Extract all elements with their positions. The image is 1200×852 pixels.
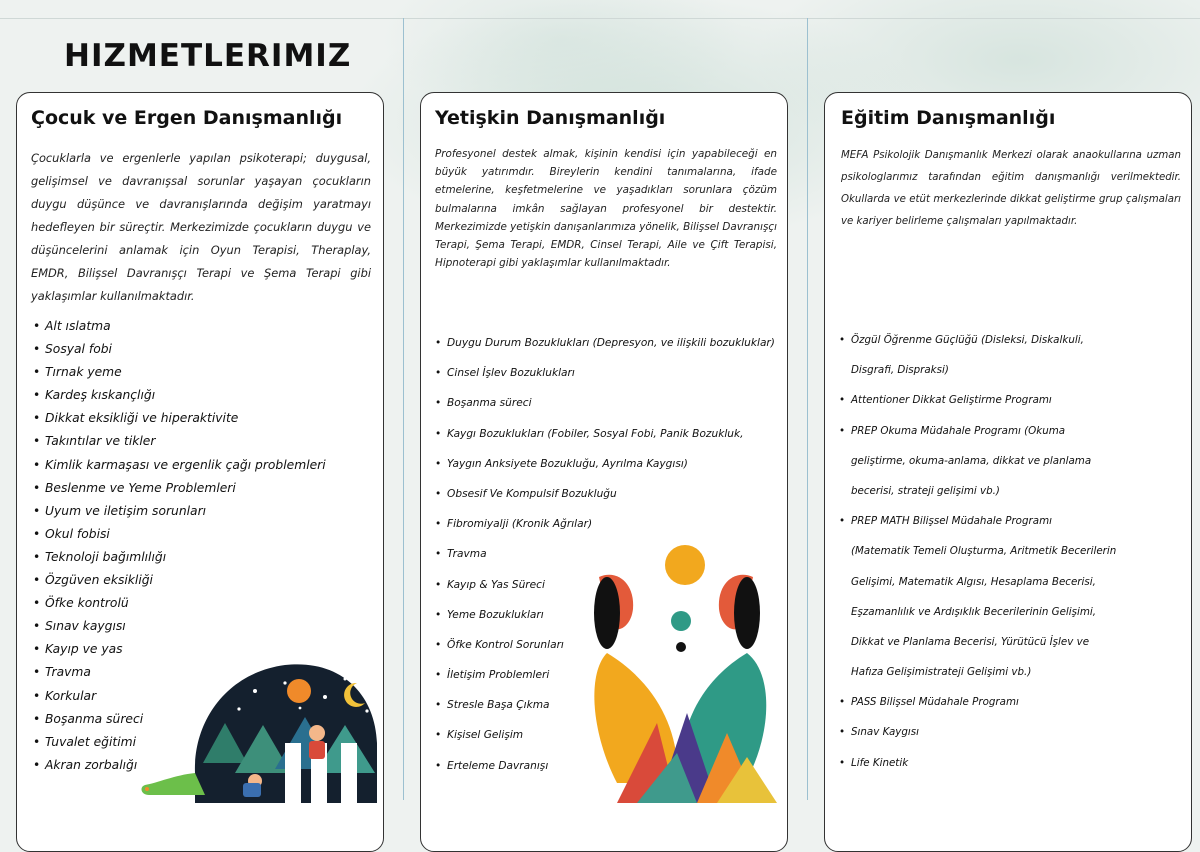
- bullet-icon: •: [33, 711, 41, 726]
- list-item: [839, 506, 1116, 536]
- card-description: Profesyonel destek almak, kişinin kendisi için yapabileceği en büyük yatırımdır. Bireylerin kendini tanımalarına, ifade etmelerine, keşfetmelerine ve yaşadıkları sorunlara çözüm bulmalarına imkân sağlayan profesyonel bir destektir. Merkezimizde yetişkin danışanlarımıza yönelik, Bilişsel Davranışçı Terapi, Şema Terapi, EMDR, Cinsel Terapi, Aile ve Çift Terapisi, Hipnoterapi gibi yaklaşımlar kullanılmaktadır.: [435, 148, 777, 270]
- bullet-icon: •: [435, 427, 442, 440]
- list-item-text: PREP MATH Bilişsel Müdahale Programı: [851, 515, 1052, 528]
- list-item-text: Sınav kaygısı: [45, 619, 126, 634]
- bullet-icon: •: [33, 457, 41, 472]
- list-item-text: Duygu Durum Bozuklukları (Depresyon, ve ilişkili bozukluklar): [447, 337, 775, 349]
- list-item-text: Kayıp & Yas Süreci: [447, 578, 545, 591]
- list-item-text: Alt ıslatma: [45, 319, 111, 333]
- list-item-text: Yeme Bozuklukları: [447, 608, 544, 621]
- bullet-icon: •: [33, 388, 41, 403]
- list-item-text: Uyum ve iletişim sorunları: [45, 503, 207, 518]
- list-item: [435, 328, 775, 358]
- list-item: [839, 717, 1116, 747]
- list-item-text: Erteleme Davranışı: [447, 759, 549, 772]
- list-item-text: Sosyal fobi: [45, 342, 112, 357]
- list-item: [33, 477, 326, 500]
- bullet-icon: •: [839, 424, 846, 437]
- list-item-text: becerisi, strateji gelişimi vb.): [851, 484, 1000, 497]
- list-item-text: Attentioner Dikkat Geliştirme Programı: [851, 394, 1052, 407]
- list-item: [33, 546, 326, 569]
- bullet-icon: •: [33, 734, 41, 749]
- list-item: [839, 536, 1116, 566]
- list-item-text: Sınav Kaygısı: [851, 726, 920, 739]
- list-item-text: Kimlik karmaşası ve ergenlik çağı problemleri: [45, 457, 326, 472]
- list-item: [435, 358, 775, 388]
- bullet-icon: •: [33, 619, 41, 634]
- list-item: [839, 355, 1116, 385]
- card-child-adolescent: [16, 92, 384, 852]
- list-item-text: Dikkat ve Planlama Becerisi, Yürütücü İşlev ve: [851, 635, 1090, 648]
- faces-illustration: [577, 543, 788, 803]
- list-item-text: Disgrafi, Dispraksi): [851, 364, 949, 377]
- card-description: Çocuklarla ve ergenlerle yapılan psikoterapi; duygusal, gelişimsel ve davranışsal sorunlar yaşayan çocukların duygu düşünce ve davranışlarında değişim yaratmayı hedefleyen bir süreçtir. Merkezimizde çocukların duygu ve düşüncelerini anlamak için Oyun Terapisi, Theraplay, EMDR, Bilişsel Davranışçı Terapi ve Şema Terapi gibi yaklaşımlar kullanılmaktadır.: [31, 151, 371, 303]
- bullet-icon: •: [435, 759, 442, 772]
- list-item: [435, 419, 775, 449]
- bullet-icon: •: [33, 665, 41, 680]
- card-adult: [420, 92, 788, 852]
- bullet-icon: •: [435, 397, 442, 410]
- bullet-icon: •: [33, 503, 41, 518]
- bullet-icon: •: [839, 515, 846, 528]
- bullet-icon: •: [839, 726, 846, 739]
- card-title: Yetişkin Danışmanlığı: [435, 107, 666, 129]
- list-item-text: Boşanma süreci: [447, 397, 532, 410]
- list-item: [839, 325, 1116, 355]
- bullet-icon: •: [33, 757, 41, 772]
- list-item: [33, 523, 326, 546]
- list-item: [33, 407, 326, 430]
- list-item: [839, 476, 1116, 506]
- bullet-icon: •: [33, 526, 41, 541]
- bullet-icon: •: [839, 696, 846, 709]
- list-item-text: (Matematik Temeli Oluşturma, Aritmetik Becerilerin: [851, 545, 1117, 558]
- list-item: [839, 687, 1116, 717]
- list-item: [33, 500, 326, 523]
- list-item: [839, 627, 1116, 657]
- list-item-text: Stresle Başa Çıkma: [447, 699, 550, 712]
- list-item: [33, 361, 326, 384]
- list-item-text: Fibromiyalji (Kronik Ağrılar): [447, 518, 593, 531]
- panel-divider-1: [403, 18, 404, 800]
- bullet-icon: •: [33, 319, 41, 333]
- list-item: [435, 388, 775, 418]
- list-item: [33, 592, 326, 615]
- bullet-icon: •: [435, 608, 442, 621]
- bullet-icon: •: [839, 394, 846, 407]
- list-item-text: Korkular: [45, 688, 97, 703]
- list-item: [839, 446, 1116, 476]
- list-item-text: Okul fobisi: [45, 526, 110, 541]
- bullet-icon: •: [435, 518, 442, 531]
- list-item: [33, 454, 326, 477]
- bullet-icon: •: [435, 457, 442, 470]
- list-item-text: Dikkat eksikliği ve hiperaktivite: [45, 411, 239, 426]
- list-item-text: Kaygı Bozuklukları (Fobiler, Sosyal Fobi, Panik Bozukluk,: [447, 427, 744, 440]
- bullet-icon: •: [435, 638, 442, 651]
- list-item-text: geliştirme, okuma-anlama, dikkat ve planlama: [851, 454, 1092, 467]
- list-item: [839, 416, 1116, 446]
- list-item-text: Öfke kontrolü: [45, 596, 129, 611]
- bullet-icon: •: [33, 480, 41, 495]
- dinosaur-illustration: [135, 613, 384, 803]
- list-item-text: PASS Bilişsel Müdahale Programı: [851, 696, 1019, 709]
- list-item: [435, 479, 775, 509]
- list-item: [839, 567, 1116, 597]
- bullet-icon: •: [33, 688, 41, 703]
- list-item: [33, 338, 326, 361]
- list-item: [839, 385, 1116, 415]
- bullet-icon: •: [435, 669, 442, 682]
- list-item-text: Obsesif Ve Kompulsif Bozukluğu: [447, 487, 617, 500]
- list-item: [839, 597, 1116, 627]
- list-item-text: Eşzamanlılık ve Ardışıklık Becerilerinin Gelişimi,: [851, 605, 1097, 618]
- bullet-icon: •: [33, 411, 41, 426]
- list-item-text: Kişisel Gelişim: [447, 729, 524, 742]
- bullet-icon: •: [435, 548, 442, 561]
- list-item-text: Yaygın Anksiyete Bozukluğu, Ayrılma Kaygısı): [447, 457, 688, 470]
- list-item: [839, 748, 1116, 778]
- list-item: [33, 430, 326, 453]
- list-item-text: Özgül Öğrenme Güçlüğü (Disleksi, Diskalkuli,: [851, 334, 1084, 346]
- list-item: [33, 315, 326, 338]
- list-item-text: Travma: [447, 548, 487, 561]
- bullet-icon: •: [33, 549, 41, 564]
- list-item-text: Kardeş kıskançlığı: [45, 388, 156, 403]
- list-item-text: Takıntılar ve tikler: [45, 434, 156, 449]
- bullet-icon: •: [435, 337, 442, 349]
- service-list: [839, 325, 1116, 778]
- list-item-text: Gelişimi, Matematik Algısı, Hesaplama Becerisi,: [851, 575, 1096, 588]
- card-title: Eğitim Danışmanlığı: [841, 107, 1056, 129]
- card-title: Çocuk ve Ergen Danışmanlığı: [31, 107, 343, 129]
- list-item: [435, 509, 775, 539]
- list-item-text: İletişim Problemleri: [447, 669, 550, 682]
- list-item-text: Travma: [45, 665, 91, 680]
- list-item-text: Akran zorbalığı: [45, 757, 138, 772]
- bullet-icon: •: [33, 342, 41, 357]
- bullet-icon: •: [839, 756, 846, 769]
- list-item-text: Life Kinetik: [851, 756, 909, 769]
- list-item-text: Tuvalet eğitimi: [45, 734, 137, 749]
- bullet-icon: •: [435, 699, 442, 712]
- bullet-icon: •: [435, 729, 442, 742]
- card-description: MEFA Psikolojik Danışmanlık Merkezi olarak anaokullarına uzman psikologlarımız tarafından eğitim danışmanlığı verilmektedir. Okullarda ve etüt merkezlerinde dikkat geliştirme grup çalışmaları ve kariyer belirleme çalışmaları yapılmaktadır.: [841, 150, 1181, 227]
- list-item: [839, 657, 1116, 687]
- list-item-text: Kayıp ve yas: [45, 642, 123, 657]
- card-education: [824, 92, 1192, 852]
- bullet-icon: •: [435, 578, 442, 591]
- list-item-text: Tırnak yeme: [45, 365, 122, 380]
- page-title: HIZMETLERIMIZ: [64, 38, 352, 74]
- list-item-text: PREP Okuma Müdahale Programı (Okuma: [851, 424, 1066, 437]
- list-item-text: Özgüven eksikliği: [45, 573, 153, 588]
- list-item-text: Cinsel İşlev Bozuklukları: [447, 367, 575, 380]
- bullet-icon: •: [435, 367, 442, 380]
- top-divider: [0, 18, 1200, 19]
- bullet-icon: •: [33, 596, 41, 611]
- list-item-text: Teknoloji bağımlılığı: [45, 549, 167, 564]
- bullet-icon: •: [33, 365, 41, 380]
- list-item-text: Hafıza Gelişimistrateji Gelişimi vb.): [851, 666, 1032, 679]
- bullet-icon: •: [839, 334, 846, 346]
- bullet-icon: •: [435, 487, 442, 500]
- panel-divider-2: [807, 18, 808, 800]
- list-item-text: Boşanma süreci: [45, 711, 144, 726]
- bullet-icon: •: [33, 434, 41, 449]
- list-item-text: Beslenme ve Yeme Problemleri: [45, 480, 236, 495]
- list-item: [33, 384, 326, 407]
- list-item-text: Öfke Kontrol Sorunları: [447, 638, 564, 651]
- list-item: [435, 449, 775, 479]
- bullet-icon: •: [33, 573, 41, 588]
- bullet-icon: •: [33, 642, 41, 657]
- list-item: [33, 569, 326, 592]
